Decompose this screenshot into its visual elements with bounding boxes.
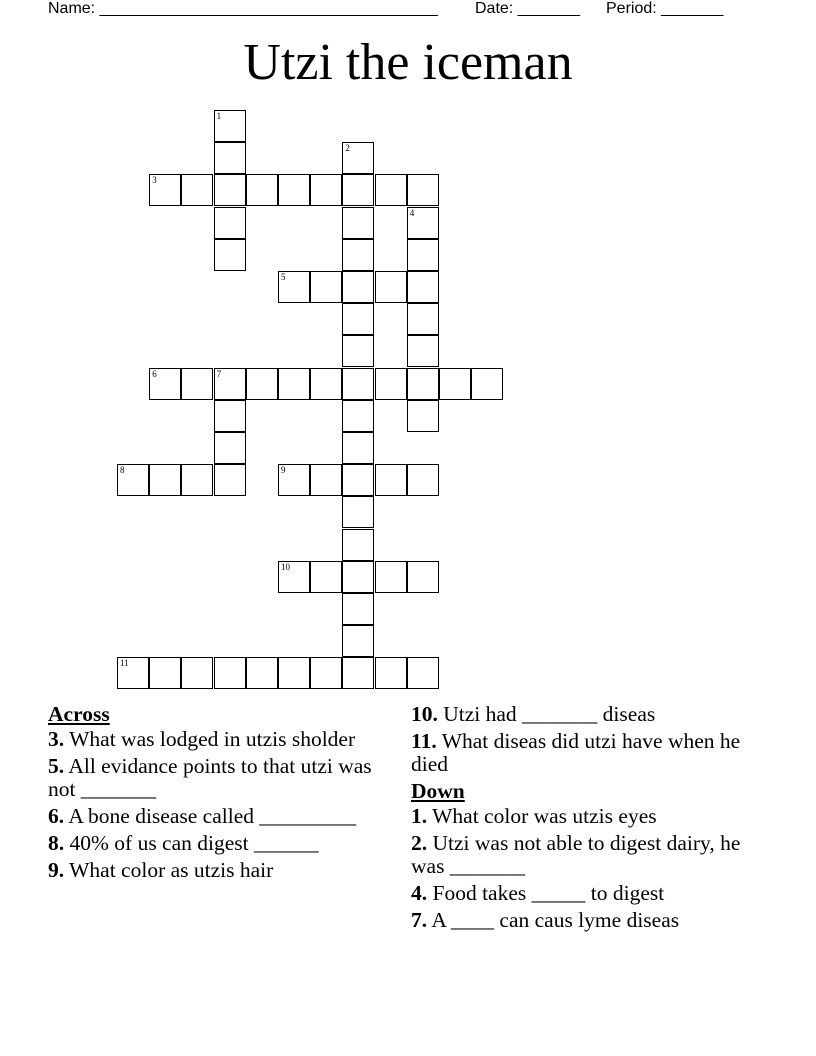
clue-number: 11	[120, 658, 129, 669]
grid-cell[interactable]	[214, 368, 246, 400]
grid-cell[interactable]	[407, 174, 439, 206]
name-field[interactable]: Name: ______________________________________	[48, 0, 438, 17]
grid-cell[interactable]	[310, 657, 342, 689]
clue-down-7: 7. A ____ can caus lyme diseas	[411, 908, 680, 932]
grid-cell[interactable]	[375, 271, 407, 303]
clue-across-9: 9. What color as utzis hair	[48, 858, 274, 882]
period-field[interactable]: Period: _______	[606, 0, 724, 17]
clue-down-1: 1. What color was utzis eyes	[411, 804, 657, 828]
grid-cell[interactable]	[181, 174, 213, 206]
clue-number: 8	[120, 465, 125, 476]
grid-cell[interactable]	[342, 303, 374, 335]
grid-cell[interactable]	[117, 657, 149, 689]
grid-cell[interactable]	[342, 142, 374, 174]
grid-cell[interactable]	[214, 207, 246, 239]
grid-cell[interactable]	[342, 496, 374, 528]
grid-cell[interactable]	[342, 400, 374, 432]
clue-across-6: 6. A bone disease called _________	[48, 804, 357, 828]
grid-cell[interactable]	[407, 303, 439, 335]
across-heading: Across	[48, 702, 110, 726]
clue-number: 7	[216, 368, 222, 379]
clue-number: 6	[152, 368, 157, 379]
grid-cell[interactable]	[246, 657, 278, 689]
grid-cell[interactable]	[214, 110, 246, 142]
grid-cell[interactable]	[214, 400, 246, 432]
grid-cell[interactable]	[342, 464, 374, 496]
grid-cell[interactable]	[471, 368, 503, 400]
grid-cell[interactable]	[149, 174, 181, 206]
grid-cell[interactable]	[278, 561, 310, 593]
grid-cell[interactable]	[214, 464, 246, 496]
grid-cell[interactable]	[342, 174, 374, 206]
grid-cell[interactable]	[342, 335, 374, 367]
clue-column-left	[48, 703, 388, 886]
clue-number: 9	[281, 465, 286, 476]
grid-cell[interactable]	[407, 561, 439, 593]
clue-column-right	[411, 703, 741, 936]
clue-number: 4	[409, 207, 415, 218]
grid-cell[interactable]	[278, 174, 310, 206]
clue-across-11: 11. What diseas did utzi have when he died	[411, 729, 741, 776]
grid-cell[interactable]	[214, 239, 246, 271]
grid-cell[interactable]	[310, 561, 342, 593]
grid-cell[interactable]	[278, 464, 310, 496]
grid-cell[interactable]	[342, 432, 374, 464]
grid-cell[interactable]	[439, 368, 471, 400]
grid-cell[interactable]	[407, 335, 439, 367]
clue-number: 1	[216, 111, 222, 121]
grid-cell[interactable]	[214, 142, 246, 174]
clue-number: 3	[152, 175, 157, 186]
grid-cell[interactable]	[375, 368, 407, 400]
date-field[interactable]: Date: _______	[475, 0, 580, 17]
grid-cell[interactable]	[342, 657, 374, 689]
clue-down-4: 4. Food takes _____ to digest	[411, 881, 665, 905]
grid-cell[interactable]	[375, 657, 407, 689]
clue-number: 10	[281, 561, 290, 572]
grid-cell[interactable]	[246, 368, 278, 400]
grid-cell[interactable]	[149, 368, 181, 400]
grid-cell[interactable]	[181, 657, 213, 689]
clue-across-8: 8. 40% of us can digest ______	[48, 831, 319, 855]
grid-cell[interactable]	[181, 464, 213, 496]
grid-cell[interactable]	[342, 207, 374, 239]
clue-number: 2	[345, 143, 350, 154]
grid-cell[interactable]	[342, 239, 374, 271]
grid-cell[interactable]	[342, 593, 374, 625]
page-title: Utzi the iceman	[243, 34, 573, 91]
clue-across-3: 3. What was lodged in utzis sholder	[48, 727, 356, 751]
grid-cell[interactable]	[214, 174, 246, 206]
grid-cell[interactable]	[407, 657, 439, 689]
grid-cell[interactable]	[407, 368, 439, 400]
grid-cell[interactable]	[375, 561, 407, 593]
clue-down-2: 2. Utzi was not able to digest dairy, he was _______	[411, 831, 741, 878]
grid-cell[interactable]	[310, 368, 342, 400]
grid-cell[interactable]	[407, 207, 439, 239]
grid-cell[interactable]	[342, 529, 374, 561]
grid-cell[interactable]	[246, 174, 278, 206]
down-heading: Down	[411, 779, 465, 803]
clue-across-5: 5. All evidance points to that utzi was not _______	[48, 754, 372, 801]
grid-cell[interactable]	[310, 174, 342, 206]
grid-cell[interactable]	[342, 625, 374, 657]
grid-cell[interactable]	[181, 368, 213, 400]
clue-across-10: 10. Utzi had _______ diseas	[411, 702, 656, 726]
grid-cell[interactable]	[407, 271, 439, 303]
grid-cell[interactable]	[278, 271, 310, 303]
grid-cell[interactable]	[407, 400, 439, 432]
grid-cell[interactable]	[310, 271, 342, 303]
clue-number: 5	[281, 272, 286, 282]
grid-cell[interactable]	[149, 657, 181, 689]
grid-cell[interactable]	[342, 368, 374, 400]
grid-cell[interactable]	[214, 432, 246, 464]
grid-cell[interactable]	[342, 271, 374, 303]
grid-cell[interactable]	[407, 239, 439, 271]
grid-cell[interactable]	[214, 657, 246, 689]
grid-cell[interactable]	[149, 464, 181, 496]
grid-cell[interactable]	[342, 561, 374, 593]
grid-cell[interactable]	[117, 464, 149, 496]
grid-cell[interactable]	[407, 464, 439, 496]
grid-cell[interactable]	[375, 174, 407, 206]
grid-cell[interactable]	[278, 657, 310, 689]
grid-cell[interactable]	[278, 368, 310, 400]
grid-cell[interactable]	[375, 464, 407, 496]
grid-cell[interactable]	[310, 464, 342, 496]
